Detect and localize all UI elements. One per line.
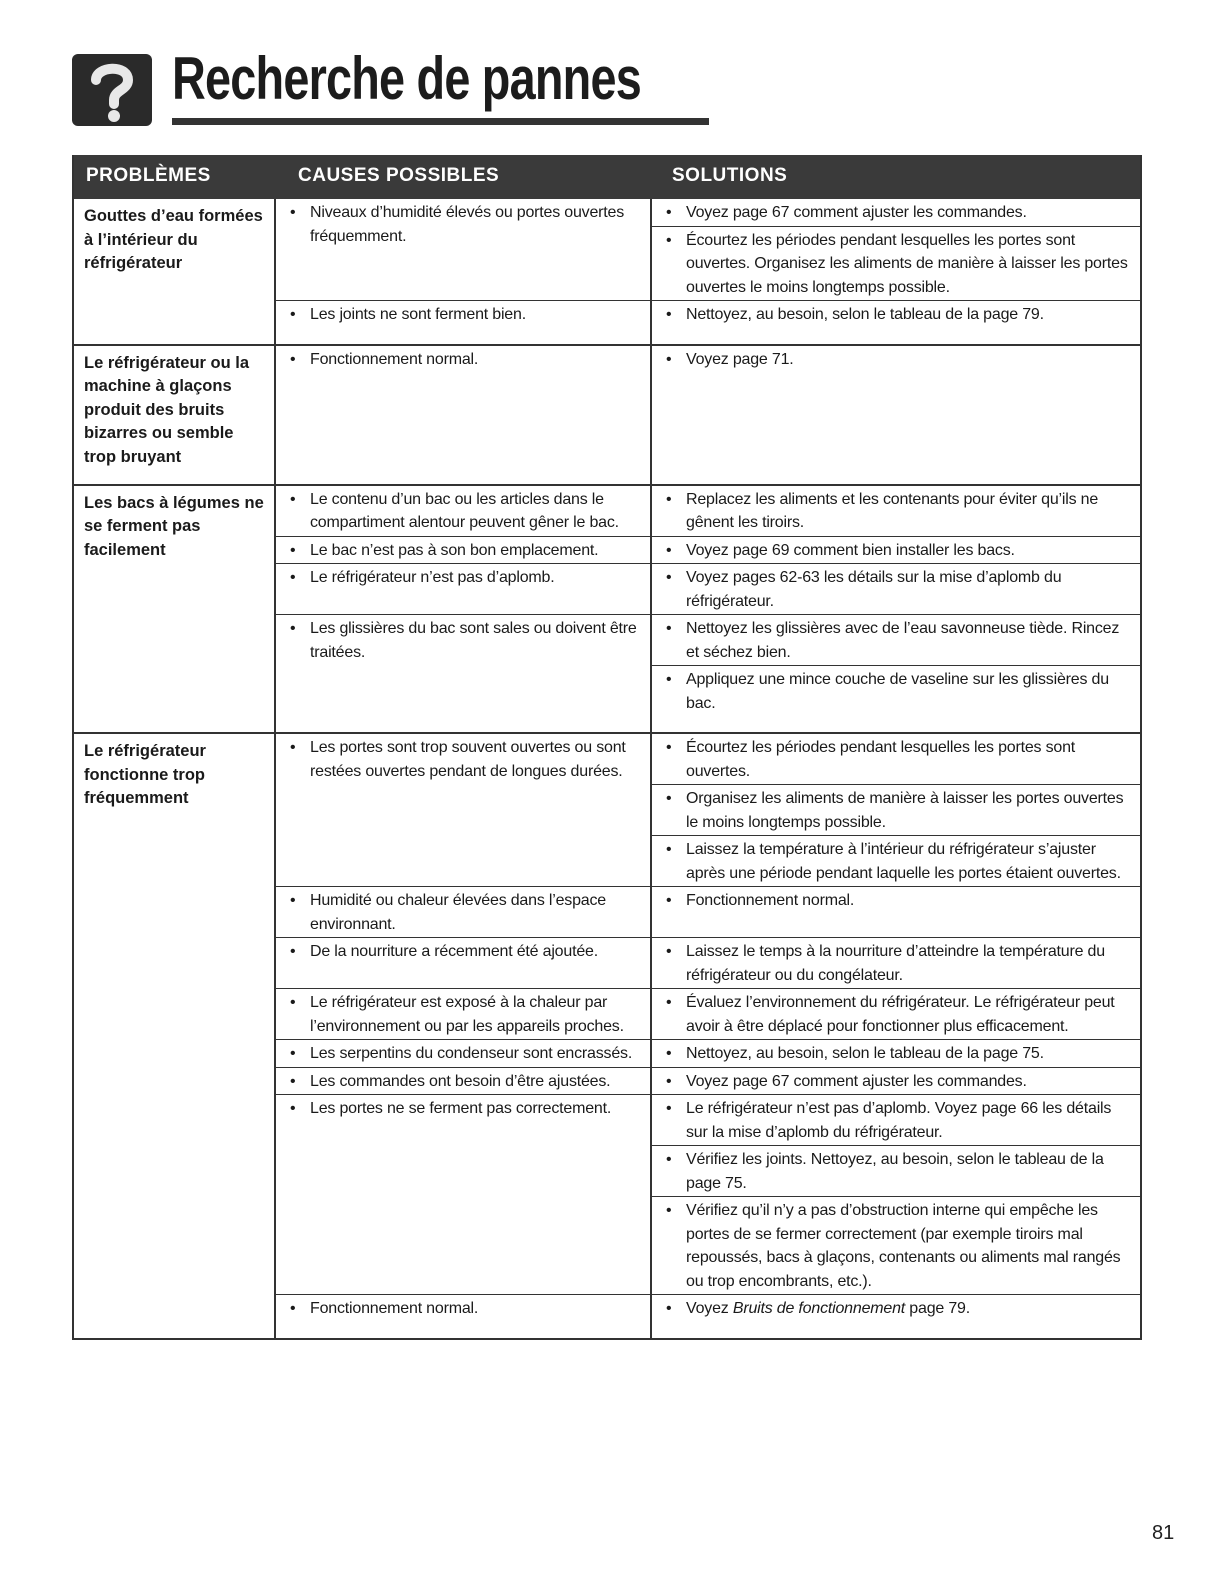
bullet-icon: • [666, 569, 672, 586]
row-spacer [276, 716, 1140, 732]
cause-cell [276, 199, 652, 300]
bullet-icon: • [666, 306, 672, 323]
table-row [276, 199, 1140, 300]
solution-text: Laissez le temps à la nourriture d’atteindre la température du réfrigérateur ou du congélateur. [686, 943, 1105, 984]
cause-cell [276, 887, 652, 937]
cause-text: Les commandes ont besoin d’être ajustées. [310, 1072, 611, 1090]
solution-text: Écourtez les périodes pendant lesquelles les portes sont ouvertes. [686, 739, 1076, 780]
table-row [276, 937, 1140, 988]
cause-text: Les glissières du bac sont sales ou doivent être traitées. [310, 620, 637, 661]
solution-item [652, 1068, 1140, 1095]
table-row [276, 536, 1140, 564]
solution-cell [652, 615, 1140, 716]
solution-cell [652, 1095, 1140, 1294]
bullet-icon: • [290, 541, 296, 559]
solution-item [652, 989, 1140, 1039]
solution-text: Organisez les aliments de manière à laisser les portes ouvertes le moins longtemps possible. [686, 790, 1124, 831]
cause-text: Fonctionnement normal. [310, 1300, 479, 1317]
problem-group [74, 199, 1140, 344]
page-number: 81 [1152, 1522, 1175, 1544]
solution-cell [652, 301, 1140, 328]
cause-text: Humidité ou chaleur élevées dans l’espace environnant. [310, 892, 606, 933]
cause-item [276, 1095, 650, 1122]
cause-item [276, 486, 650, 536]
problem-label: Les bacs à légumes ne se ferment pas facilement [74, 486, 276, 733]
table-row [276, 563, 1140, 614]
cause-cell [276, 1068, 652, 1095]
solution-cell [652, 486, 1140, 536]
bullet-icon: • [666, 1300, 672, 1317]
bullet-icon: • [290, 1100, 296, 1117]
solution-cell [652, 537, 1140, 564]
bullet-icon: • [290, 1045, 296, 1062]
reference-title: Bruits de fonctionnement [732, 1300, 906, 1317]
table-row [276, 1094, 1140, 1294]
bullet-icon: • [666, 204, 672, 221]
cause-text: Les joints ne sont ferment bien. [310, 306, 526, 323]
cause-item [276, 1068, 650, 1095]
solution-text: Nettoyez, au besoin, selon le tableau de la page 79. [686, 306, 1044, 323]
row-spacer [276, 372, 1140, 484]
cause-cell [276, 537, 652, 564]
solution-text: Voyez page 67 comment ajuster les commandes. [686, 204, 1027, 221]
bullet-icon: • [666, 892, 672, 909]
cause-rows [276, 486, 1140, 733]
solution-item [652, 1040, 1140, 1067]
row-spacer [276, 1322, 1140, 1338]
solution-item [652, 785, 1140, 836]
cause-item [276, 989, 650, 1039]
bullet-icon: • [666, 1045, 672, 1062]
cause-item [276, 301, 650, 328]
cause-cell [276, 486, 652, 536]
bullet-icon: • [290, 490, 296, 508]
solution-item [652, 486, 1140, 536]
cause-text: Les serpentins du condenseur sont encrassés. [310, 1045, 633, 1062]
cause-item [276, 1040, 650, 1067]
table-row [276, 346, 1140, 373]
title-underline [172, 118, 709, 125]
column-header-problems: PROBLÈMES [86, 165, 211, 186]
solution-item [652, 666, 1140, 716]
table-row [276, 1067, 1140, 1095]
solution-text: Laissez la température à l’intérieur du réfrigérateur s’ajuster après une période pendant laquelle les portes étaient ouvertes. [686, 841, 1121, 882]
bullet-icon: • [666, 231, 672, 249]
solution-item [652, 346, 1140, 373]
cause-cell [276, 1295, 652, 1322]
bullet-icon: • [666, 1072, 672, 1090]
solution-cell [652, 199, 1140, 300]
table-header [74, 155, 1140, 199]
solution-cell [652, 1040, 1140, 1067]
cause-text: Fonctionnement normal. [310, 350, 479, 368]
solution-item [652, 836, 1140, 886]
bullet-icon: • [666, 671, 672, 688]
row-spacer [276, 328, 1140, 344]
bullet-icon: • [666, 620, 672, 637]
solution-text: Nettoyez, au besoin, selon le tableau de la page 75. [686, 1045, 1044, 1062]
page-header [72, 46, 672, 130]
cause-item [276, 564, 650, 591]
cause-text: Le contenu d’un bac ou les articles dans le compartiment alentour peuvent gêner le bac. [310, 490, 619, 531]
bullet-icon: • [290, 306, 296, 323]
cause-cell [276, 301, 652, 328]
solution-cell [652, 1068, 1140, 1095]
table-row [276, 300, 1140, 328]
table-row [276, 1294, 1140, 1322]
cause-rows [276, 734, 1140, 1338]
bullet-icon: • [666, 1100, 672, 1117]
solution-text: Le réfrigérateur n’est pas d’aplomb. Voyez page 66 les détails sur la mise d’aplomb du réfrigérateur. [686, 1100, 1112, 1141]
solution-item [652, 227, 1140, 301]
cause-item [276, 199, 650, 249]
cause-cell [276, 564, 652, 614]
solution-item [652, 938, 1140, 988]
cause-cell [276, 1040, 652, 1067]
solution-text: Voyez page 71. [686, 350, 794, 368]
bullet-icon: • [290, 620, 296, 637]
bullet-icon: • [666, 350, 672, 368]
solution-text: Fonctionnement normal. [686, 892, 855, 909]
solution-cell [652, 346, 1140, 373]
solution-item [652, 1095, 1140, 1146]
bullet-icon: • [666, 943, 672, 960]
table-row [276, 734, 1140, 886]
bullet-icon: • [666, 541, 672, 559]
solution-item [652, 199, 1140, 227]
bullet-icon: • [666, 490, 672, 508]
solution-item [652, 537, 1140, 564]
cause-item [276, 1295, 650, 1322]
page-title: Recherche de pannes [172, 45, 641, 112]
bullet-icon: • [666, 1151, 672, 1168]
cause-cell [276, 734, 652, 886]
solution-text: Nettoyez les glissières avec de l’eau savonneuse tiède. Rincez et séchez bien. [686, 620, 1120, 661]
solution-text: Voyez pages 62-63 les détails sur la mise d’aplomb du réfrigérateur. [686, 569, 1062, 610]
cause-cell [276, 938, 652, 988]
solution-item [652, 887, 1140, 914]
cause-text: Les portes ne se ferment pas correctement. [310, 1100, 612, 1117]
solution-item [652, 1197, 1140, 1294]
problem-label: Le réfrigérateur fonctionne trop fréquemment [74, 734, 276, 1338]
bullet-icon: • [290, 350, 296, 368]
cause-cell [276, 615, 652, 716]
solution-text: Écourtez les périodes pendant lesquelles les portes sont ouvertes. Organisez les aliments de manière à laisser les portes ouvertes le moins longtemps possible. [686, 231, 1128, 296]
solution-text: Vérifiez qu’il n’y a pas d’obstruction interne qui empêche les portes de se fermer correctement (par exemple tiroirs mal repoussés, bacs à glaçons, contenants ou aliments mal rangés ou trop encombrants, etc.). [686, 1202, 1121, 1290]
cause-cell [276, 1095, 652, 1294]
solution-cell [652, 887, 1140, 937]
table-row [276, 614, 1140, 716]
solution-cell [652, 1295, 1140, 1322]
cause-text: Le réfrigérateur est exposé à la chaleur par l’environnement ou par les appareils proches. [310, 994, 624, 1035]
solution-item [652, 301, 1140, 328]
cause-rows [276, 346, 1140, 484]
cause-item [276, 734, 650, 784]
problem-group [74, 484, 1140, 733]
solution-item [652, 564, 1140, 614]
troubleshooting-table [72, 155, 1142, 1340]
solution-item [652, 615, 1140, 666]
cause-item [276, 615, 650, 665]
solution-text: Appliquez une mince couche de vaseline sur les glissières du bac. [686, 671, 1109, 712]
solution-text: Évaluez l’environnement du réfrigérateur. Le réfrigérateur peut avoir à être déplacé pour fonctionner plus efficacement. [686, 994, 1115, 1035]
solution-text: Voyez page 69 comment bien installer les bacs. [686, 541, 1015, 559]
table-row [276, 988, 1140, 1039]
cause-rows [276, 199, 1140, 344]
problem-group [74, 344, 1140, 484]
cause-cell [276, 346, 652, 373]
solution-text: Voyez Bruits de fonctionnement page 79. [686, 1300, 970, 1317]
solution-item [652, 1146, 1140, 1197]
cause-text: Le réfrigérateur n’est pas d’aplomb. [310, 569, 555, 586]
cause-cell [276, 989, 652, 1039]
bullet-icon: • [666, 841, 672, 858]
problem-label: Le réfrigérateur ou la machine à glaçons produit des bruits bizarres ou semble trop bruyant [74, 346, 276, 484]
solution-text: Replacez les aliments et les contenants pour éviter qu’ils ne gênent les tiroirs. [686, 490, 1099, 531]
bullet-icon: • [290, 892, 296, 909]
bullet-icon: • [290, 204, 296, 221]
solution-cell [652, 938, 1140, 988]
cause-text: Les portes sont trop souvent ouvertes ou sont restées ouvertes pendant de longues durées. [310, 739, 626, 780]
bullet-icon: • [290, 739, 296, 756]
bullet-icon: • [290, 1300, 296, 1317]
table-row [276, 486, 1140, 536]
solution-cell [652, 989, 1140, 1039]
cause-text: De la nourriture a récemment été ajoutée. [310, 943, 598, 960]
bullet-icon: • [666, 790, 672, 807]
cause-item [276, 938, 650, 965]
cause-item [276, 346, 650, 373]
table-row [276, 1039, 1140, 1067]
bullet-icon: • [290, 994, 296, 1011]
table-body [74, 199, 1140, 1338]
question-icon [72, 54, 152, 126]
solution-text: Voyez page 67 comment ajuster les commandes. [686, 1072, 1027, 1090]
solution-item [652, 1295, 1140, 1322]
table-row [276, 886, 1140, 937]
bullet-icon: • [290, 1072, 296, 1090]
bullet-icon: • [290, 943, 296, 960]
bullet-icon: • [290, 569, 296, 586]
cause-item [276, 887, 650, 937]
column-header-causes: CAUSES POSSIBLES [298, 165, 500, 186]
solution-text: Vérifiez les joints. Nettoyez, au besoin, selon le tableau de la page 75. [686, 1151, 1104, 1192]
problem-group [74, 732, 1140, 1338]
problem-label: Gouttes d’eau formées à l’intérieur du réfrigérateur [74, 199, 276, 344]
solution-cell [652, 564, 1140, 614]
cause-text: Niveaux d’humidité élevés ou portes ouvertes fréquemment. [310, 204, 625, 245]
solution-item [652, 734, 1140, 785]
column-header-solutions: SOLUTIONS [672, 165, 788, 186]
bullet-icon: • [666, 739, 672, 756]
cause-item [276, 537, 650, 564]
bullet-icon: • [666, 994, 672, 1011]
solution-cell [652, 734, 1140, 886]
cause-text: Le bac n’est pas à son bon emplacement. [310, 541, 599, 559]
bullet-icon: • [666, 1202, 672, 1219]
